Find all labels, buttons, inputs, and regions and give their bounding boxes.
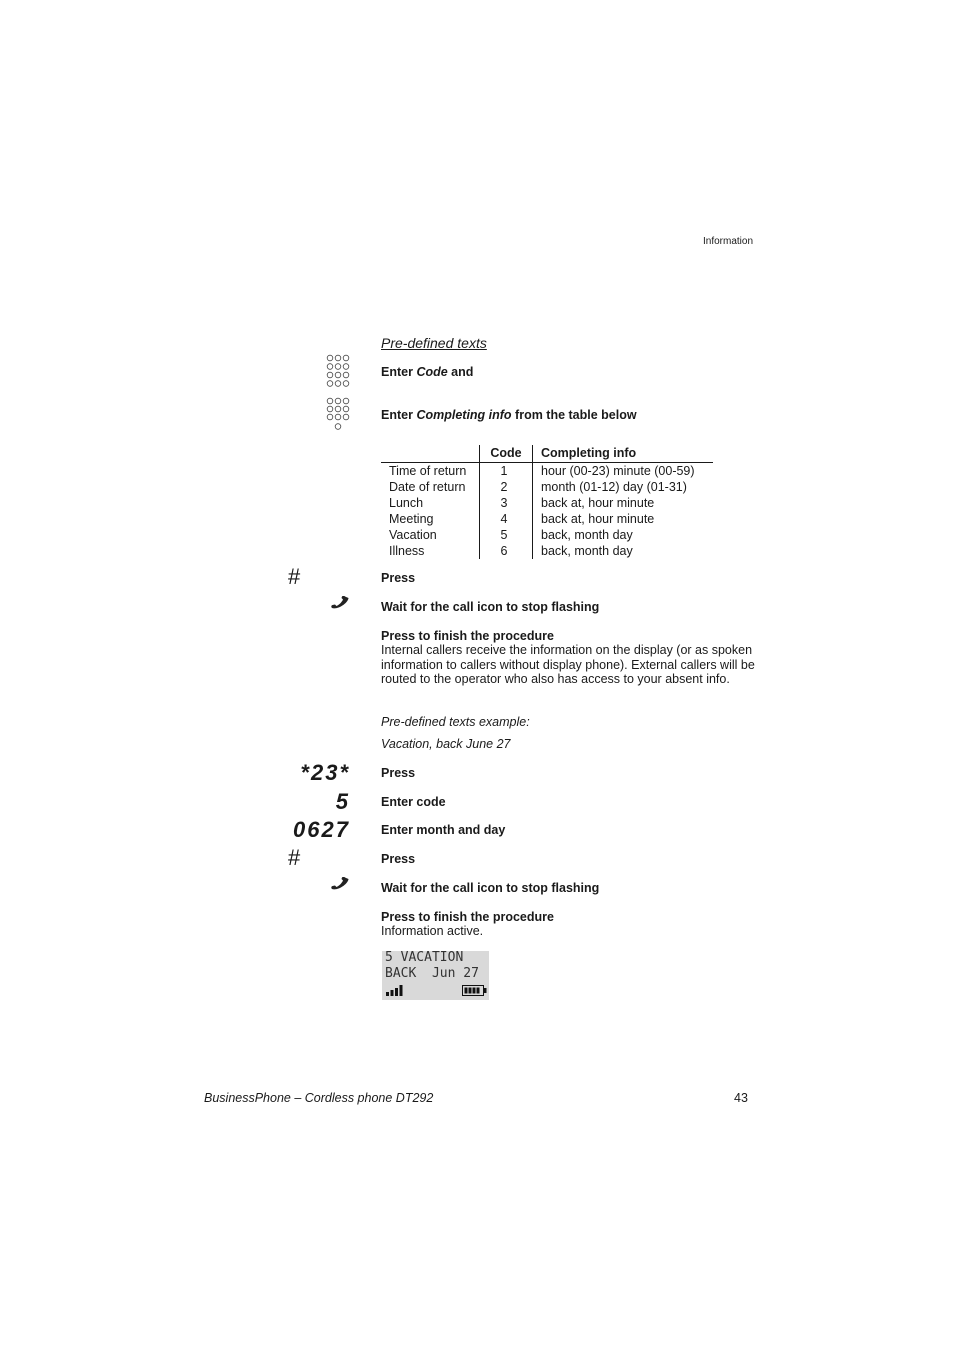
table-cell-label: Vacation — [381, 527, 480, 543]
hash-key-symbol: # — [288, 564, 301, 589]
step-enter-month-day: Enter month and day — [381, 823, 506, 837]
star-code-symbol: *23* — [300, 760, 350, 785]
date-digits-symbol: 0627 — [293, 817, 350, 842]
battery-icon — [462, 985, 487, 1000]
code-digit-symbol: 5 — [335, 789, 350, 814]
table-header: Completing info — [533, 445, 714, 463]
step-enter-info: Enter Completing info from the table below — [381, 408, 637, 422]
table-row — [381, 511, 713, 527]
table-cell-info: back at, hour minute — [541, 496, 655, 510]
table-cell-code: 5 — [480, 527, 533, 543]
handset-icon — [330, 596, 350, 615]
table-cell-info: back at, hour minute — [541, 512, 655, 526]
display-line-1: 5 VACATION — [385, 950, 464, 965]
step-wait-example: Wait for the call icon to stop flashing — [381, 881, 600, 895]
signal-strength-icon — [386, 985, 404, 1000]
keypad-icon — [326, 354, 350, 388]
table-cell-label: Illness — [381, 543, 480, 559]
example-title: Pre-defined texts example: — [381, 715, 530, 729]
table-cell-code: 3 — [480, 495, 533, 511]
phone-display — [382, 951, 489, 1000]
table-cell-label: Lunch — [381, 495, 480, 511]
finish-note: Internal callers receive the information on the display (or as spoken information to callers without display phone). External callers will be routed to the operator who also has access to your absent info. — [381, 643, 755, 686]
finish-note-example: Information active. — [381, 924, 484, 938]
step-finish-example: Press to finish the procedure — [381, 910, 554, 924]
table-row — [381, 527, 713, 543]
display-line-2: BACK Jun 27 — [385, 966, 479, 981]
table-cell-code: 6 — [480, 543, 533, 559]
table-header: Code — [480, 445, 533, 463]
step-enter-code: Enter Code and — [381, 365, 474, 379]
table-row — [381, 479, 713, 495]
table-cell-label: Date of return — [381, 479, 480, 495]
step-press-star: Press — [381, 766, 416, 780]
section-title: Pre-defined texts — [381, 335, 487, 351]
table-cell-label: Time of return — [381, 463, 480, 480]
hash-key-symbol: # — [288, 845, 301, 870]
table-cell-code: 1 — [480, 463, 533, 480]
table-cell-label: Meeting — [381, 511, 480, 527]
table-header — [381, 445, 480, 463]
table-cell-code: 4 — [480, 511, 533, 527]
keypad-icon — [326, 397, 350, 431]
table-row — [381, 463, 713, 480]
table-cell-info: hour (00-23) minute (00-59) — [541, 464, 695, 478]
step-enter-code-example: Enter code — [381, 795, 446, 809]
table-header-row — [381, 445, 713, 463]
codes-table — [381, 445, 713, 559]
footer-title: BusinessPhone – Cordless phone DT292 — [204, 1091, 434, 1105]
table-cell-info: month (01-12) day (01-31) — [541, 480, 687, 494]
step-press: Press — [381, 571, 416, 585]
handset-icon — [330, 877, 350, 896]
page-number: 43 — [734, 1091, 748, 1105]
table-cell-code: 2 — [480, 479, 533, 495]
example-subtitle: Vacation, back June 27 — [381, 737, 511, 751]
step-finish: Press to finish the procedure — [381, 629, 554, 643]
step-wait: Wait for the call icon to stop flashing — [381, 600, 600, 614]
table-row — [381, 495, 713, 511]
running-header: Information — [703, 236, 754, 247]
table-cell-info: back, month day — [541, 528, 633, 542]
table-row — [381, 543, 713, 559]
step-press-hash: Press — [381, 852, 416, 866]
table-cell-info: back, month day — [541, 544, 633, 558]
